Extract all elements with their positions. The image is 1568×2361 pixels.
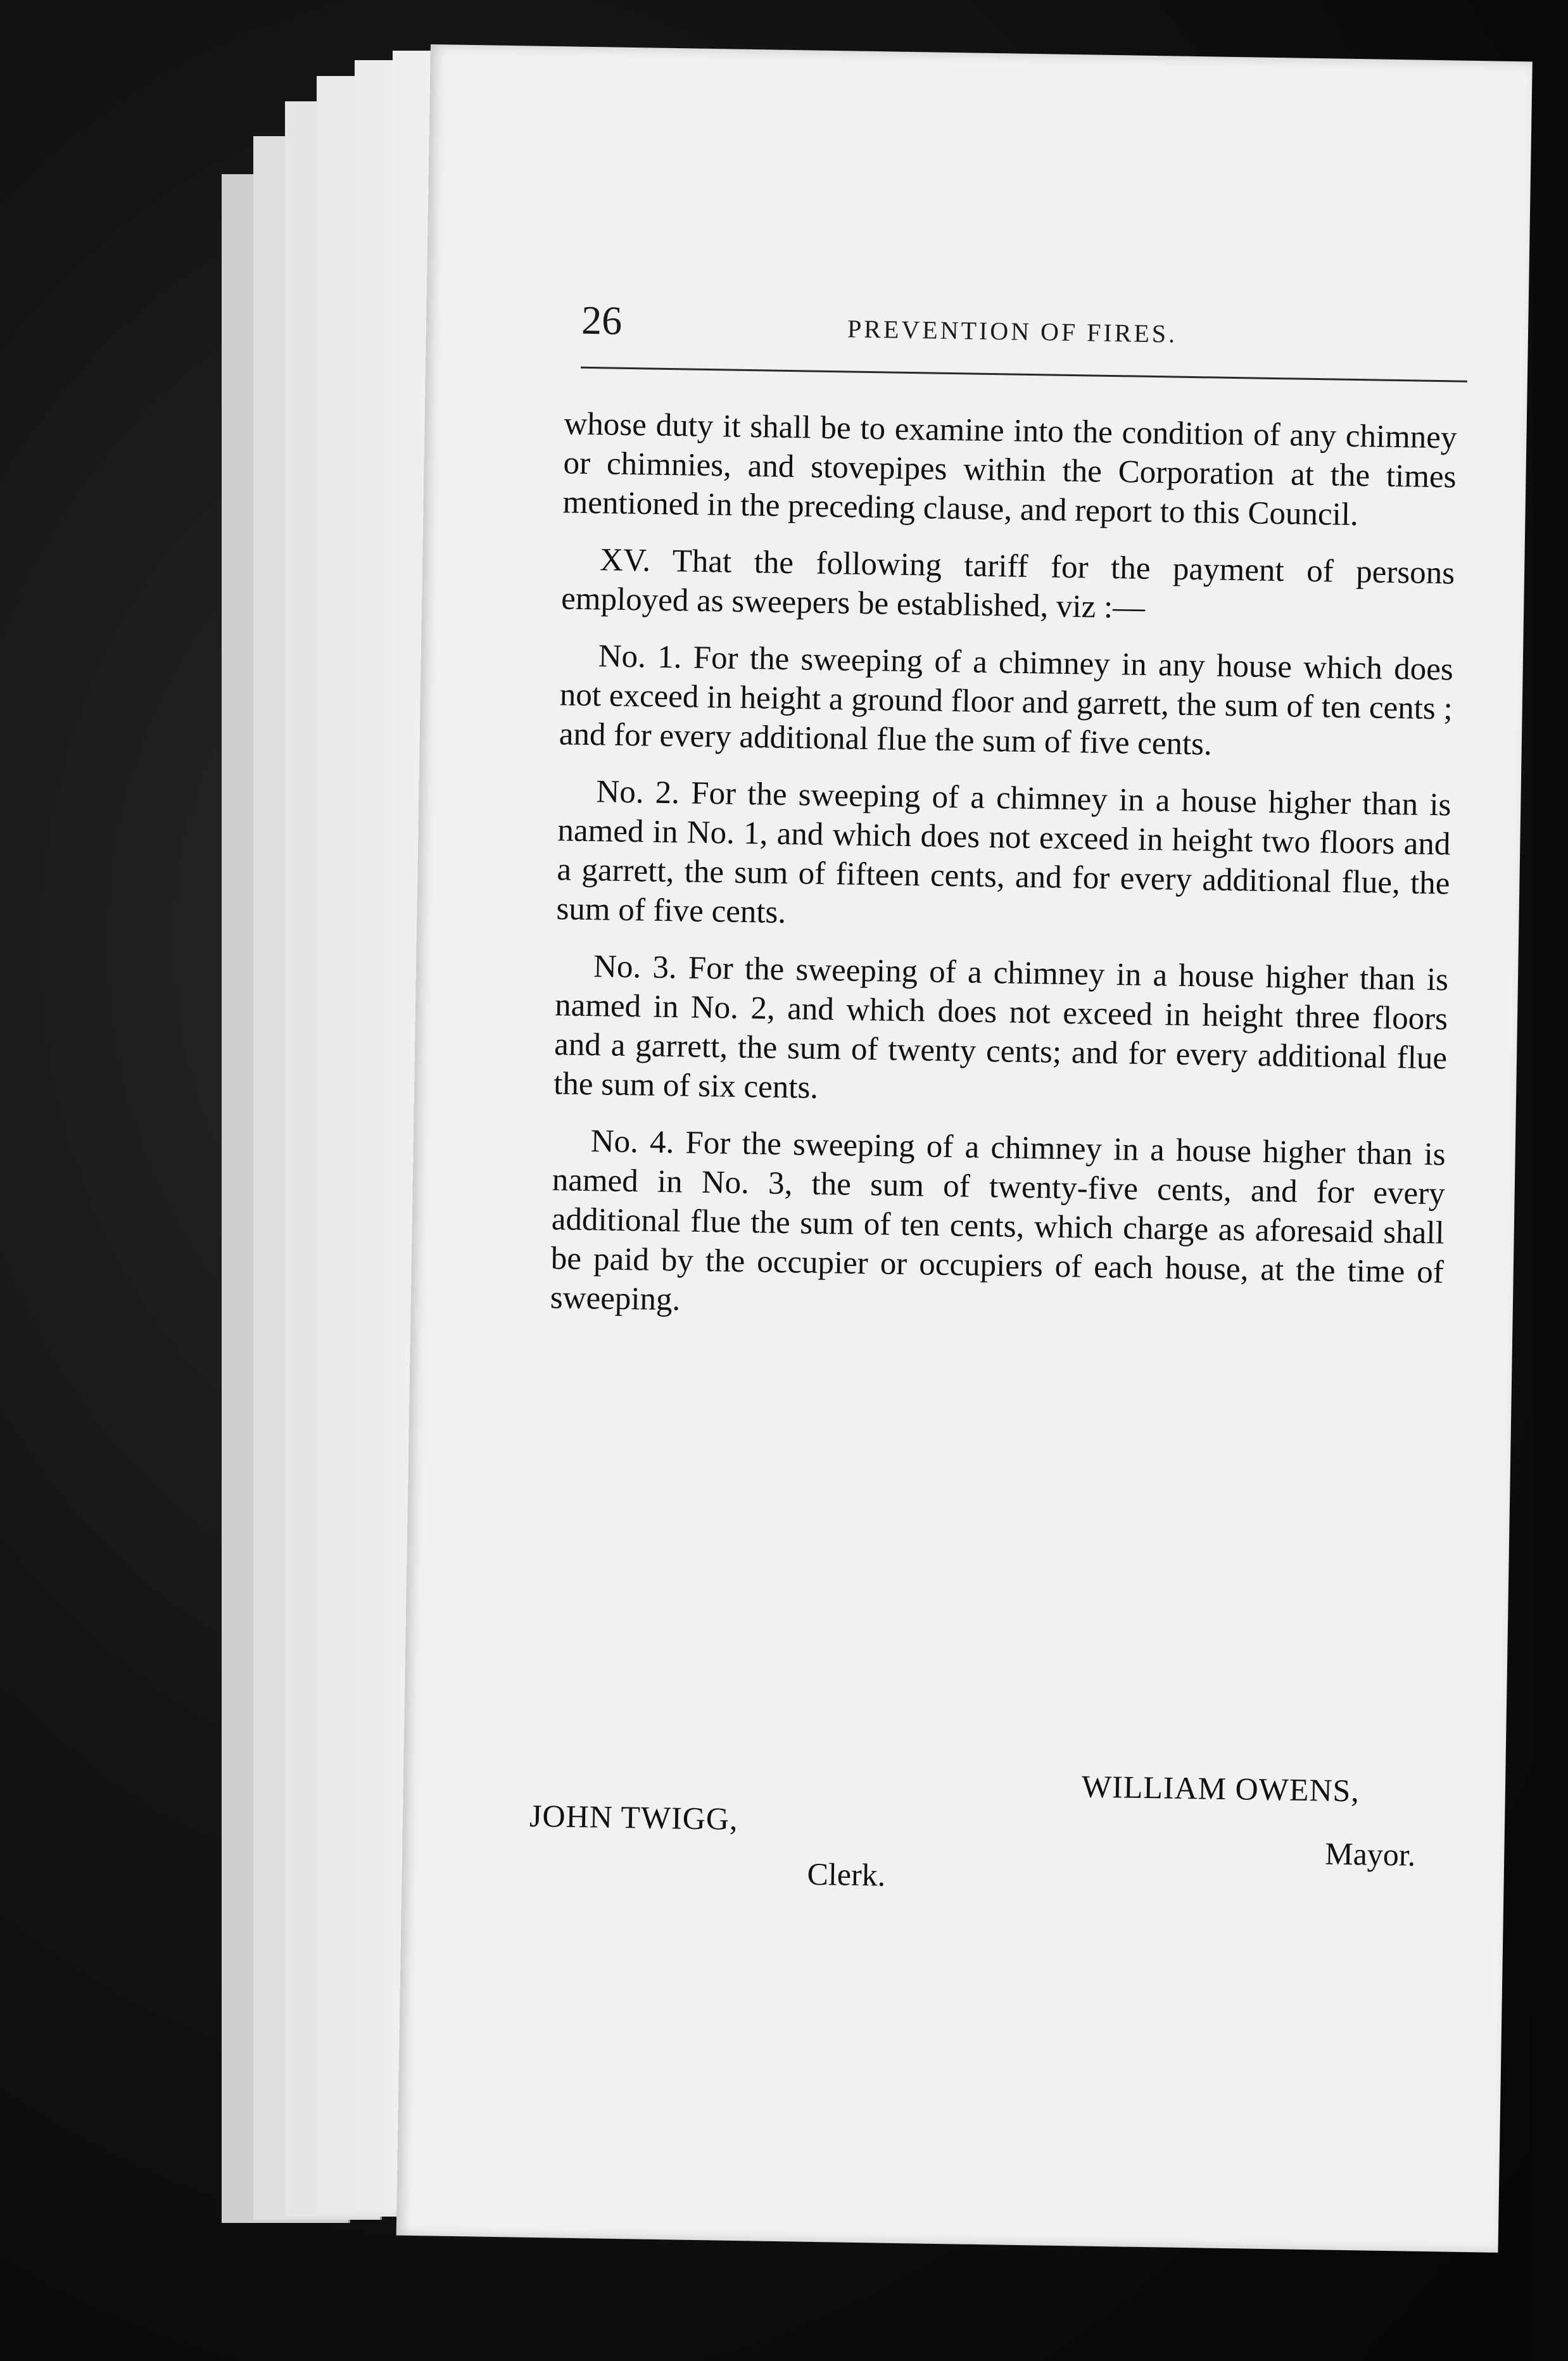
clerk-title: Clerk. bbox=[807, 1856, 886, 1893]
paragraph-tariff-1: No. 1. For the sweeping of a chimney in any house which does not exceed in height a ground floor and garrett, the sum of ten cents ; and for every additional flue the sum of five cents. bbox=[559, 638, 1454, 763]
paragraph-section-xv: XV. That the following tariff for the payment of persons employed as sweepers be established, viz :— bbox=[560, 542, 1455, 626]
page-number: 26 bbox=[581, 297, 623, 343]
paragraph-tariff-2: No. 2. For the sweeping of a chimney in a house higher than is named in No. 1, and which does not exceed in height two floors and a garrett, the sum of fifteen cents, and for every additional flue, the sum of five cents. bbox=[556, 774, 1451, 930]
paragraph-tariff-3: No. 3. For the sweeping of a chimney in a house higher than is named in No. 2, and which does not exceed in height three floors and a garrett, the sum of twenty cents; and for every additional flue the sum of six cents. bbox=[553, 949, 1449, 1106]
paragraph-continuation: whose duty it shall be to examine into the condition of any chimney or chimnies, and stovepipes within the Corporation at the times mentioned in the preceding clause, and report to this Council. bbox=[562, 406, 1457, 533]
mayor-name: WILLIAM OWENS, bbox=[1081, 1768, 1360, 1809]
running-title: PREVENTION OF FIRES. bbox=[847, 314, 1178, 348]
body-text bbox=[550, 404, 1457, 1349]
clerk-name: JOHN TWIGG, bbox=[529, 1797, 738, 1837]
signature-block bbox=[528, 1759, 1436, 1919]
book-page bbox=[396, 44, 1533, 2253]
scan-border bbox=[1533, 0, 1568, 2361]
mayor-title: Mayor. bbox=[1324, 1835, 1416, 1873]
paragraph-tariff-4: No. 4. For the sweeping of a chimney in a house higher than is named in No. 3, the sum of twenty-five cents, and for every additional flue the sum of ten cents, which charge as aforesaid shall be paid by the occupier or occupiers of each house, at the time of sweeping. bbox=[550, 1124, 1446, 1318]
